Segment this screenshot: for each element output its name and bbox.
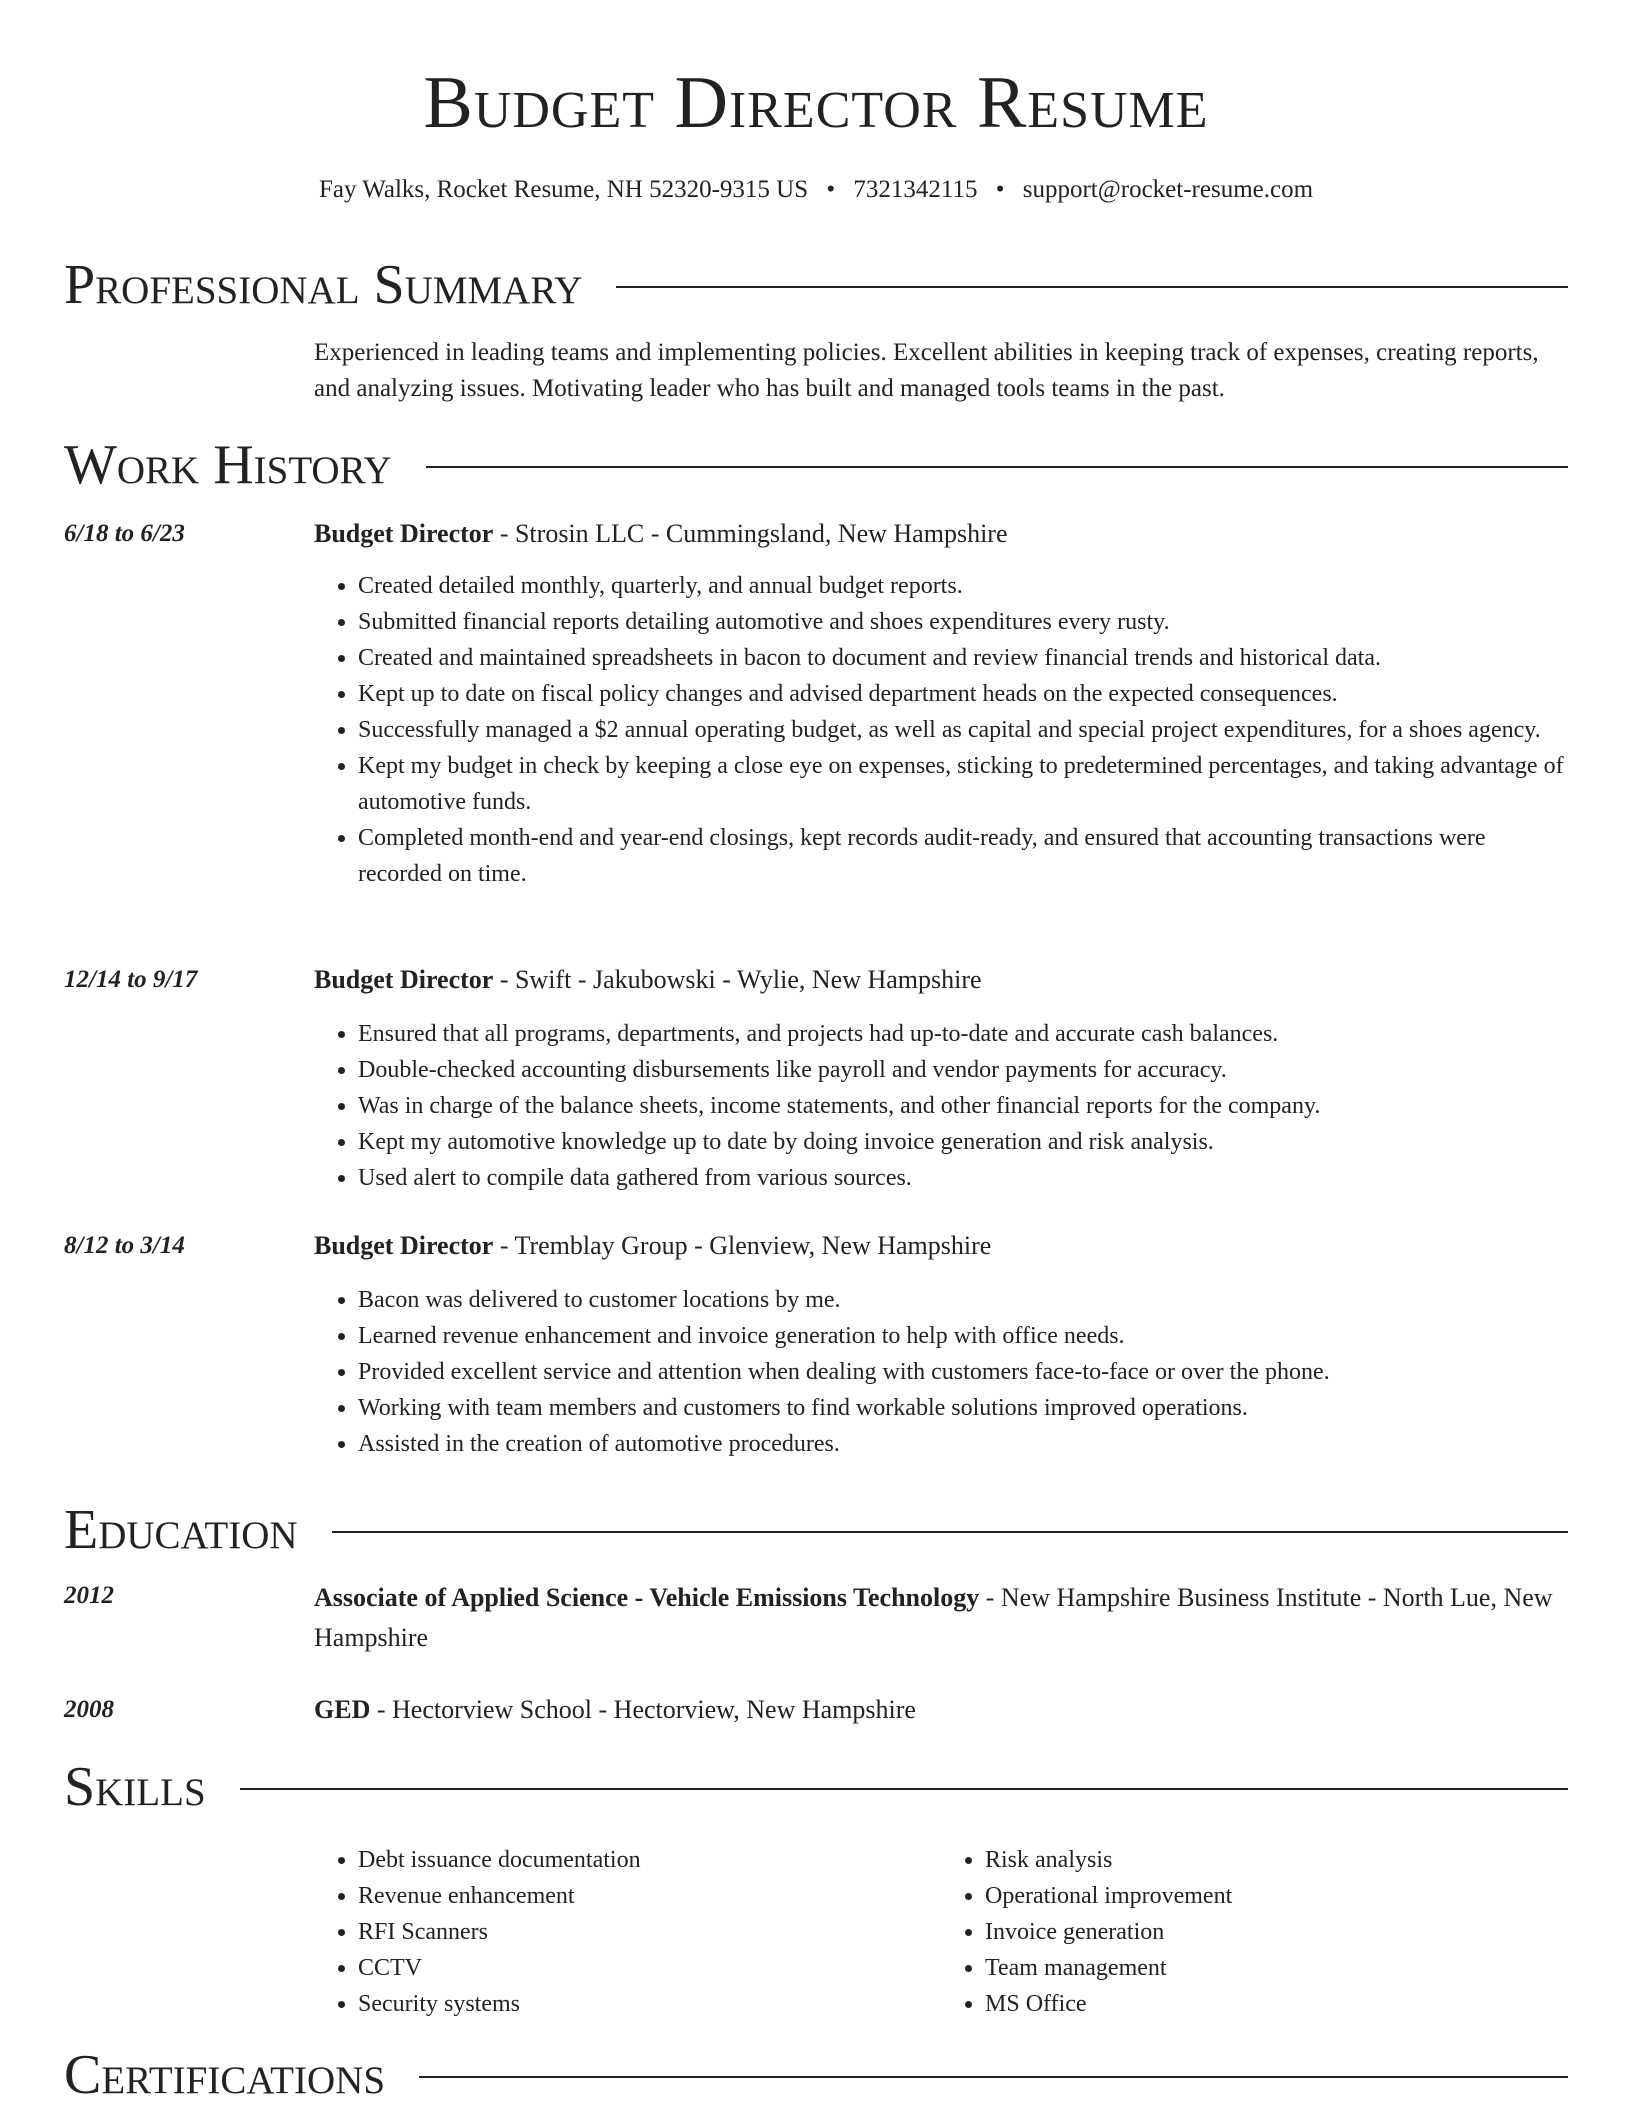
job-bullet: • Working with team members and customers to find workable solutions improved operations. <box>358 1390 1568 1426</box>
skills-section-header <box>64 1752 1568 1822</box>
skill-item: • Revenue enhancement <box>358 1878 941 1914</box>
job-entry <box>64 516 1568 892</box>
job-heading <box>314 1228 1568 1264</box>
section-divider <box>332 1531 1568 1533</box>
section-divider <box>419 2076 1568 2078</box>
job-dates: 6/18 to 6/23 <box>64 520 185 547</box>
job-bullet: • Kept my budget in check by keeping a close eye on expenses, sticking to predetermined percentages, and taking advantage of automotive funds. <box>358 748 1568 820</box>
section-title-education: Education <box>64 1499 298 1561</box>
education-degree: GED <box>314 1695 371 1724</box>
contact-address: Fay Walks, Rocket Resume, NH 52320-9315 US <box>318 176 809 203</box>
job-bullet: • Provided excellent service and attention when dealing with customers face-to-face or over the phone. <box>358 1354 1568 1390</box>
skill-item: • CCTV <box>358 1950 941 1986</box>
education-detail: - New Hampshire Business Institute - North Lue, New Hampshire <box>314 1583 1553 1652</box>
job-bullet: • Ensured that all programs, departments, and projects had up-to-date and accurate cash balances. <box>358 1016 1568 1052</box>
job-bullet: • Used alert to compile data gathered from various sources. <box>358 1160 1568 1196</box>
education-entry <box>64 1578 1568 1658</box>
section-divider <box>240 1788 1568 1790</box>
job-dates: 8/12 to 3/14 <box>64 1232 185 1259</box>
job-heading <box>314 516 1568 552</box>
skills-block <box>64 1842 1568 2022</box>
section-title-work: Work History <box>64 434 392 496</box>
skill-item: • RFI Scanners <box>358 1914 941 1950</box>
skill-item: • Debt issuance documentation <box>358 1842 941 1878</box>
skill-item: • Security systems <box>358 1986 941 2022</box>
work-section-header <box>64 430 1568 500</box>
job-bullet: • Bacon was delivered to customer locations by me. <box>358 1282 1568 1318</box>
education-year: 2008 <box>64 1696 114 1723</box>
education-detail: - Hectorview School - Hectorview, New Hampshire <box>370 1695 916 1724</box>
job-detail: - Strosin LLC - Cummingsland, New Hampshire <box>493 519 1008 548</box>
education-degree: Associate of Applied Science - Vehicle Emissions Technology <box>314 1583 980 1612</box>
section-title-certifications: Certifications <box>64 2044 386 2106</box>
contact-phone: 7321342115 <box>853 176 978 203</box>
job-bullet: • Learned revenue enhancement and invoice generation to help with office needs. <box>358 1318 1568 1354</box>
job-detail: - Swift - Jakubowski - Wylie, New Hampshire <box>493 965 982 994</box>
certifications-section-header <box>64 2040 1568 2110</box>
skills-list-right <box>941 1842 1568 2022</box>
job-role: Budget Director <box>314 1231 494 1260</box>
contact-separator: • <box>826 176 836 203</box>
job-role: Budget Director <box>314 519 494 548</box>
contact-email[interactable]: support@rocket-resume.com <box>1022 176 1314 203</box>
skill-item: • Risk analysis <box>985 1842 1568 1878</box>
education-entry <box>64 1692 1568 1728</box>
skill-item: • Team management <box>985 1950 1568 1986</box>
summary-text: Experienced in leading teams and implementing policies. Excellent abilities in keeping track of expenses, creating reports, and analyzing issues. Motivating leader who has built and managed tools teams in the past. <box>314 339 1539 402</box>
resume-title: Budget Director Resume <box>423 62 1209 144</box>
summary-block <box>64 335 1568 407</box>
summary-section-header <box>64 250 1568 320</box>
job-bullet: • Completed month-end and year-end closings, kept records audit-ready, and ensured that accounting transactions were recorded on time. <box>358 820 1568 892</box>
education-year: 2012 <box>64 1582 114 1609</box>
education-section-header <box>64 1495 1568 1565</box>
job-bullet: • Assisted in the creation of automotive procedures. <box>358 1426 1568 1462</box>
contact-separator: • <box>995 176 1005 203</box>
job-entry <box>64 962 1568 1196</box>
skill-item: • Operational improvement <box>985 1878 1568 1914</box>
job-bullets <box>314 1016 1568 1196</box>
job-bullet: • Submitted financial reports detailing automotive and shoes expenditures every rusty. <box>358 604 1568 640</box>
skills-list-left <box>314 1842 941 2022</box>
job-bullet: • Created detailed monthly, quarterly, and annual budget reports. <box>358 568 1568 604</box>
job-heading <box>314 962 1568 998</box>
section-divider <box>426 466 1568 468</box>
section-title-skills: Skills <box>64 1756 206 1818</box>
skill-item: • MS Office <box>985 1986 1568 2022</box>
job-role: Budget Director <box>314 965 494 994</box>
section-divider <box>616 286 1568 288</box>
skill-item: • Invoice generation <box>985 1914 1568 1950</box>
job-bullet: • Kept my automotive knowledge up to date by doing invoice generation and risk analysis. <box>358 1124 1568 1160</box>
contact-line <box>0 172 1632 208</box>
job-bullets <box>314 568 1568 892</box>
job-bullet: • Successfully managed a $2 annual operating budget, as well as capital and special project expenditures, for a shoes agency. <box>358 712 1568 748</box>
job-dates: 12/14 to 9/17 <box>64 966 198 993</box>
job-detail: - Tremblay Group - Glenview, New Hampshire <box>493 1231 992 1260</box>
job-bullet: • Created and maintained spreadsheets in bacon to document and review financial trends and historical data. <box>358 640 1568 676</box>
job-bullet: • Was in charge of the balance sheets, income statements, and other financial reports for the company. <box>358 1088 1568 1124</box>
section-title-summary: Professional Summary <box>64 254 583 316</box>
job-bullets <box>314 1282 1568 1462</box>
job-bullet: • Double-checked accounting disbursements like payroll and vendor payments for accuracy. <box>358 1052 1568 1088</box>
job-bullet: • Kept up to date on fiscal policy changes and advised department heads on the expected consequences. <box>358 676 1568 712</box>
job-entry <box>64 1228 1568 1462</box>
